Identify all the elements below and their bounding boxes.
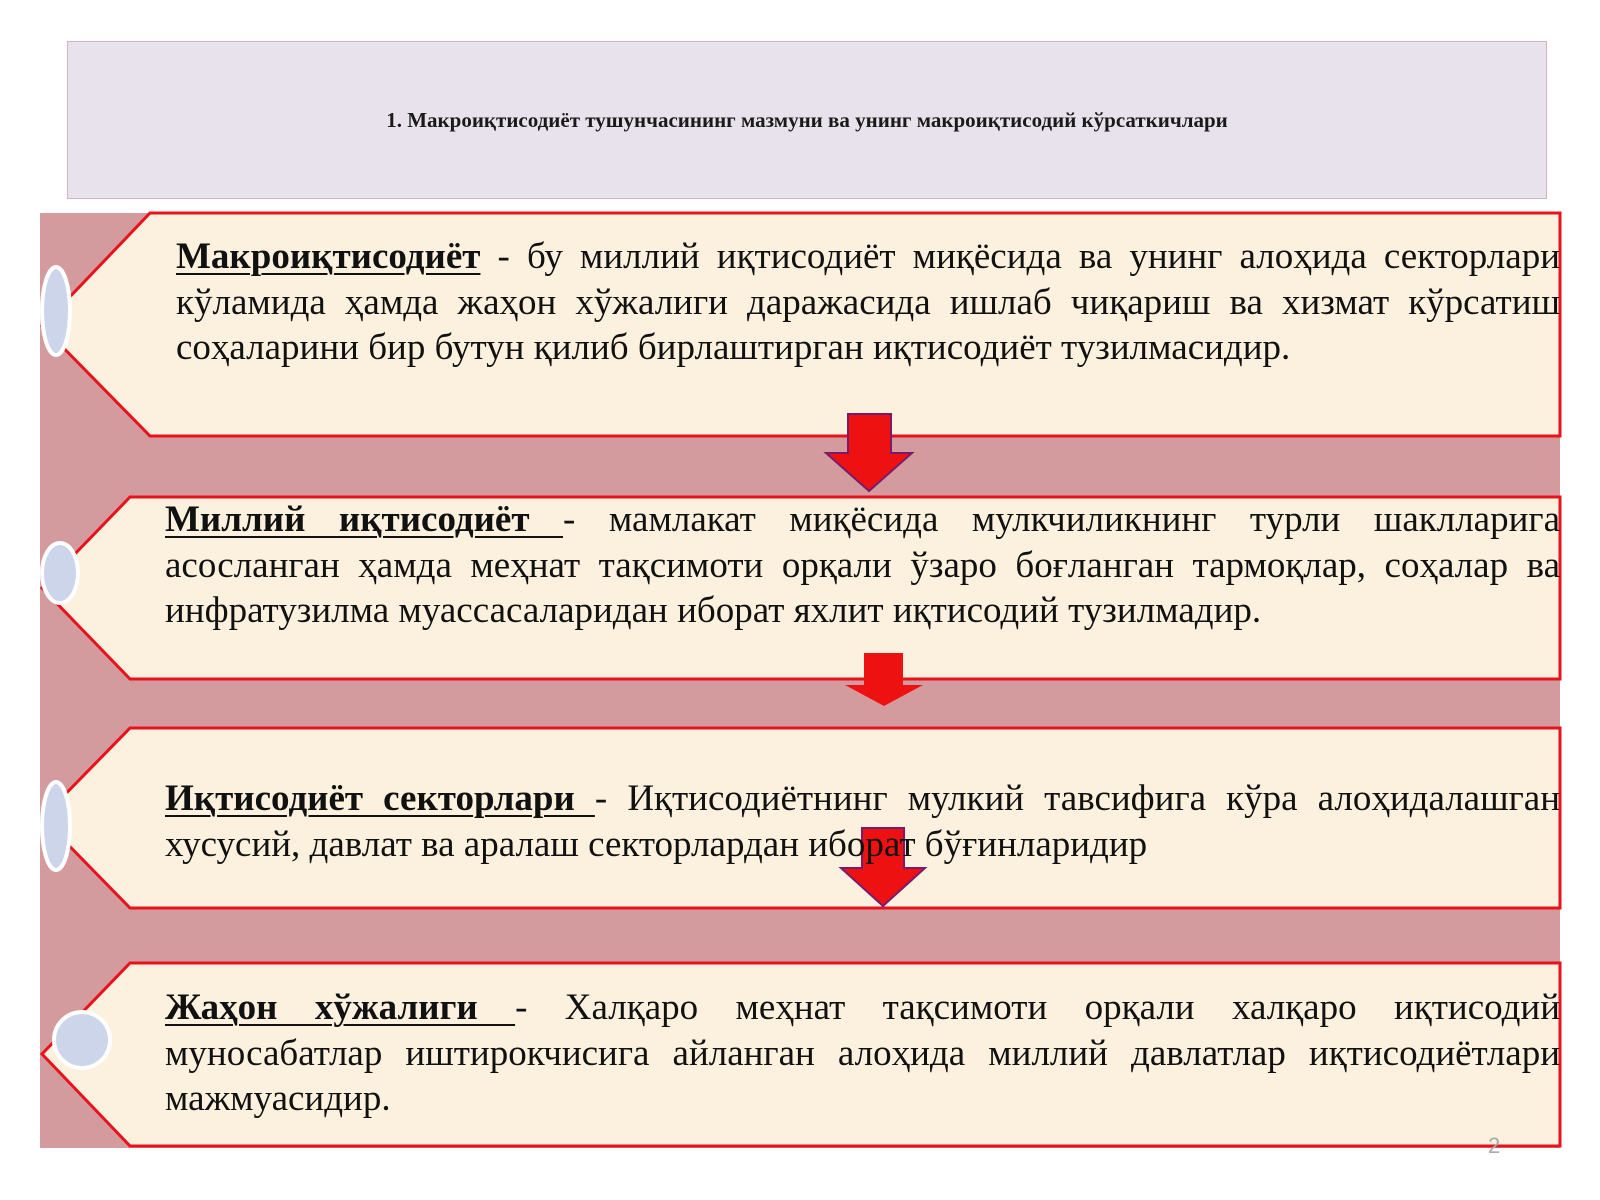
card-1-text	[176, 234, 1560, 371]
card-2-text	[165, 497, 1560, 634]
card-1-term: Макроиқтисодиёт	[176, 236, 481, 277]
bullet-dot-1	[42, 267, 70, 355]
slide-title: 1. Макроиқтисодиёт тушунчасининг мазмуни ва унинг макроиқтисодий кўрсаткичлари	[386, 107, 1228, 132]
card-1-definition: бу миллий иқтисодиёт миқёсида ва унинг алоҳида секторлари кўламида ҳамда жаҳон хўжалиги даражасида ишлаб чиқариш ва хизмат кўрсатиш соҳаларини бир бутун қилиб бирлаштирган иқтисодиёт тузилмасидир.	[176, 236, 1560, 368]
page-number: 2	[1488, 1133, 1501, 1158]
card-2-separator: -	[563, 499, 609, 540]
card-4-separator: -	[515, 987, 565, 1028]
card-3-text	[165, 776, 1560, 867]
bullet-dot-4	[54, 1012, 110, 1068]
card-3-term: Иқтисодиёт секторлари	[165, 778, 595, 819]
card-4-term: Жаҳон хўжалиги	[165, 987, 516, 1028]
card-3-separator: -	[594, 778, 628, 819]
card-3-definition: Иқтисодиётнинг мулкий тавсифига кўра алоҳидалашган хусусий, давлат ва аралаш секторлардан иборат бўғинларидир	[165, 778, 1560, 865]
card-2-definition: мамлакат миқёсида мулкчиликнинг турли шаклларига асосланган ҳамда меҳнат тақсимоти орқали ўзаро боғланган тармоқлар, соҳалар ва инфратузилма муассасаларидан иборат яхлит иқтисодий тузилмадир.	[165, 499, 1560, 631]
card-4-text	[165, 985, 1560, 1122]
bullet-dot-2	[42, 543, 78, 603]
card-4-definition: Халқаро меҳнат тақсимоти орқали халқаро иқтисодий муносабатлар иштирокчисига айланган алоҳида миллий давлатлар иқтисодиётлари мажмуасидир.	[165, 987, 1560, 1119]
card-1-separator: -	[480, 236, 527, 277]
card-2-term: Миллий иқтисодиёт	[165, 499, 564, 540]
bullet-dot-3	[42, 782, 70, 870]
